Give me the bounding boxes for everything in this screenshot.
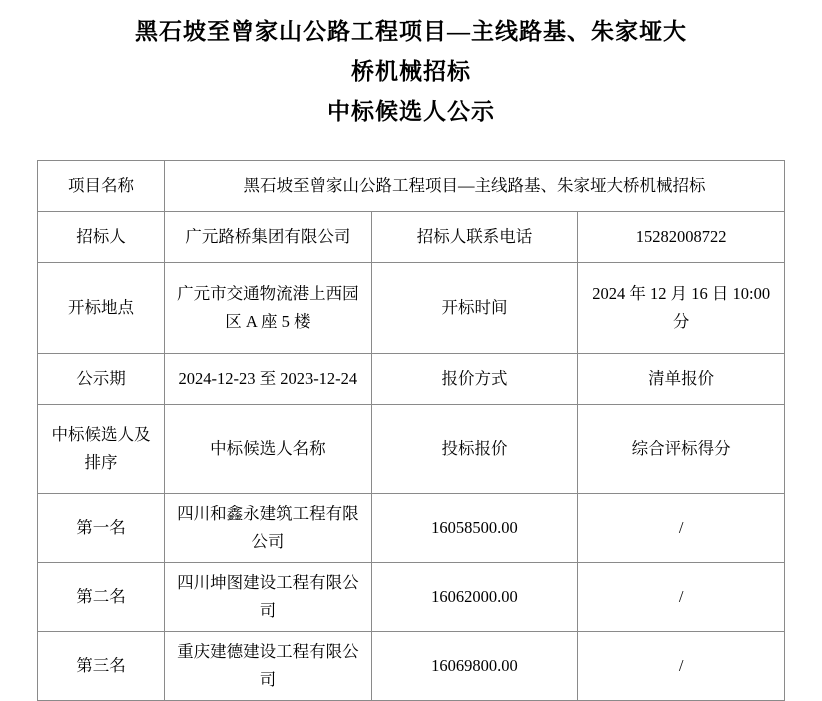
- cell-label-tenderer-phone: 招标人联系电话: [371, 212, 578, 263]
- cell-name-1: 四川和鑫永建筑工程有限公司: [165, 494, 372, 563]
- cell-header-bid-price: 投标报价: [371, 405, 578, 494]
- cell-value-tenderer-phone: 15282008722: [578, 212, 785, 263]
- page-title: [0, 0, 822, 132]
- table-row-publicity-period: [38, 354, 785, 405]
- cell-price-2: 16062000.00: [371, 563, 578, 632]
- cell-value-bid-opening-time: 2024 年 12 月 16 日 10:00 分: [578, 263, 785, 354]
- cell-label-candidate-ranking: 中标候选人及排序: [38, 405, 165, 494]
- cell-value-tenderer: 广元路桥集团有限公司: [165, 212, 372, 263]
- table-row-candidate-header: [38, 405, 785, 494]
- table-row: [38, 563, 785, 632]
- cell-label-publicity-period: 公示期: [38, 354, 165, 405]
- cell-value-publicity-period: 2024-12-23 至 2023-12-24: [165, 354, 372, 405]
- table-row: [38, 494, 785, 563]
- bid-result-table: [37, 160, 785, 701]
- cell-value-quotation-method: 清单报价: [578, 354, 785, 405]
- cell-label-bid-opening-time: 开标时间: [371, 263, 578, 354]
- table-row: [38, 632, 785, 701]
- cell-header-evaluation-score: 综合评标得分: [578, 405, 785, 494]
- cell-score-1: /: [578, 494, 785, 563]
- table-row-bid-opening-place: [38, 263, 785, 354]
- cell-rank-2: 第二名: [38, 563, 165, 632]
- cell-rank-3: 第三名: [38, 632, 165, 701]
- cell-value-project-name: 黑石坡至曾家山公路工程项目—主线路基、朱家垭大桥机械招标: [165, 161, 785, 212]
- cell-header-candidate-name: 中标候选人名称: [165, 405, 372, 494]
- cell-score-3: /: [578, 632, 785, 701]
- cell-value-bid-opening-place: 广元市交通物流港上西园区 A 座 5 楼: [165, 263, 372, 354]
- table-row-tenderer: [38, 212, 785, 263]
- cell-name-3: 重庆建德建设工程有限公司: [165, 632, 372, 701]
- cell-label-quotation-method: 报价方式: [371, 354, 578, 405]
- cell-label-tenderer: 招标人: [38, 212, 165, 263]
- cell-label-bid-opening-place: 开标地点: [38, 263, 165, 354]
- cell-name-2: 四川坤图建设工程有限公司: [165, 563, 372, 632]
- title-line-2: 桥机械招标: [351, 59, 471, 84]
- cell-label-project-name: 项目名称: [38, 161, 165, 212]
- cell-price-1: 16058500.00: [371, 494, 578, 563]
- cell-price-3: 16069800.00: [371, 632, 578, 701]
- table-row-project-name: [38, 161, 785, 212]
- title-line-3: 中标候选人公示: [327, 99, 495, 124]
- cell-score-2: /: [578, 563, 785, 632]
- title-line-1: 黑石坡至曾家山公路工程项目—主线路基、朱家垭大: [135, 19, 687, 44]
- cell-rank-1: 第一名: [38, 494, 165, 563]
